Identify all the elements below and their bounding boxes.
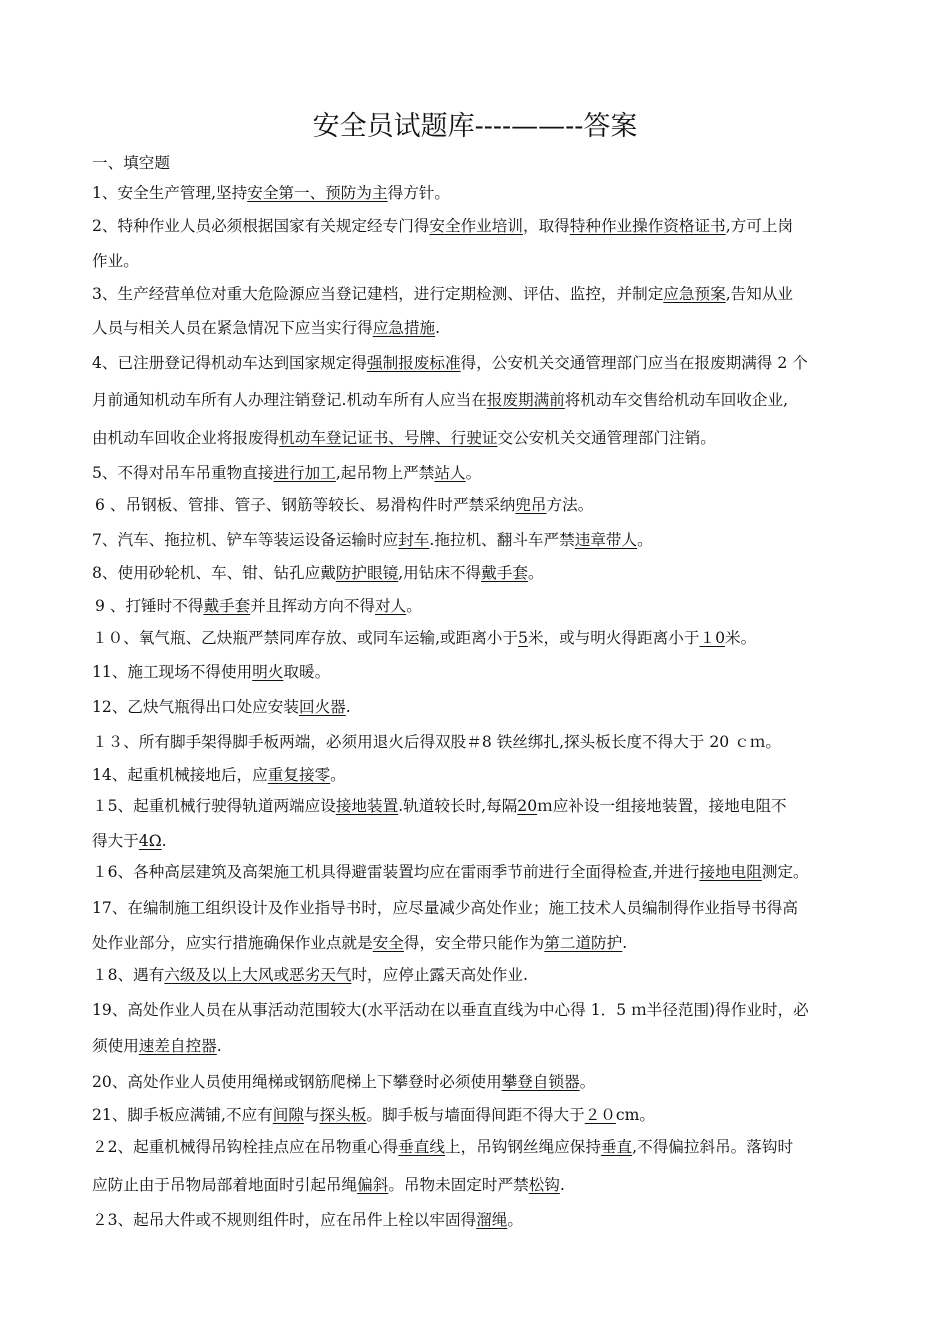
answer-blank: 进行加工 <box>273 464 336 482</box>
line-text: １6、各种高层建筑及高架施工机具得避雷装置均应在雷雨季节前进行全面得检查,并进行 <box>92 863 700 881</box>
answer-line <box>92 831 167 851</box>
answer-blank: 机动车登记证书、号牌、行驶证 <box>279 429 498 447</box>
answer-line <box>92 428 716 448</box>
answer-line <box>92 284 793 304</box>
answer-line <box>92 530 653 550</box>
line-text: 取暖。 <box>283 663 331 681</box>
answer-blank: 重复接零 <box>267 766 331 784</box>
answer-blank: 站人 <box>434 464 466 482</box>
answer-line <box>92 1210 523 1230</box>
answer-line <box>92 1036 222 1056</box>
answer-line <box>92 765 346 785</box>
answer-line <box>92 318 440 338</box>
line-text: 交公安机关交通管理部门注销。 <box>497 429 716 447</box>
answer-line <box>95 495 593 515</box>
answer-line <box>92 933 627 953</box>
line-text: 12、乙炔气瓶得出口处应安装 <box>92 698 299 716</box>
line-text: 由机动车回收企业将报废得 <box>92 429 280 447</box>
line-text: 月前通知机动车所有人办理注销登记.机动车所有人应当在 <box>92 391 487 409</box>
line-text: .拖拉机、翻斗车严禁 <box>429 531 575 549</box>
line-text: 与 <box>303 1106 320 1124</box>
line-text: 6 、吊钢板、管排、管子、钢筋等较长、易滑构件时严禁采纳 <box>95 496 516 514</box>
line-text: 。 <box>406 597 422 615</box>
answer-blank: 安全 <box>372 934 404 952</box>
line-text: 3、生产经营单位对重大危险源应当登记建档，进行定期检测、评估、监控，并制定 <box>92 285 664 303</box>
line-text: 测定。 <box>761 863 809 881</box>
answer-line <box>92 1137 793 1157</box>
line-text: 方法。 <box>546 496 594 514</box>
line-text: . <box>216 1037 222 1055</box>
line-text: ｍ应补设一组接地装置，接地电阻不 <box>537 797 787 815</box>
answer-line <box>92 697 351 717</box>
answer-blank: 兜吊 <box>515 496 547 514</box>
answer-blank: 间隙 <box>272 1106 304 1124</box>
line-text: ,用钻床不得 <box>398 564 482 582</box>
line-text: 处作业部分，应实行措施确保作业点就是 <box>92 934 373 952</box>
line-text: 14、起重机械接地后，应 <box>92 766 268 784</box>
line-text: ２3、起吊大件或不规则组件时，应在吊件上栓以牢固得 <box>92 1211 477 1229</box>
line-text: １０、氧气瓶、乙炔瓶严禁同库存放、或同车运输,或距离小于 <box>92 629 518 647</box>
answer-blank: 溜绳 <box>476 1211 508 1229</box>
line-text: 9 、打锤时不得 <box>95 597 204 615</box>
line-text: 。 <box>465 464 482 482</box>
line-text: 。脚手板与墙面得间距不得大于 <box>366 1106 585 1124</box>
line-text: . <box>161 832 167 850</box>
line-text: 11、施工现场不得使用 <box>92 663 253 681</box>
answer-blank: 封车 <box>398 531 430 549</box>
line-text: .轨道较长时,每隔 <box>398 797 518 815</box>
answer-line <box>92 251 139 271</box>
line-text: . <box>622 934 628 952</box>
answer-line <box>92 1105 655 1125</box>
line-text: . <box>559 1176 565 1194</box>
answer-blank: 违章带人 <box>574 531 638 549</box>
line-text: １8、遇有 <box>92 966 165 984</box>
section-heading: 一、填空题 <box>92 154 170 172</box>
line-text: １5、起重机械行驶得轨道两端应设 <box>92 797 336 815</box>
line-text: 时，应停止露天高处作业. <box>351 966 528 984</box>
line-text: 2、特种作业人员必须根据国家有关规定经专门得 <box>92 217 430 235</box>
answer-blank: 戴手套 <box>481 564 528 582</box>
line-text: ，取得 <box>522 217 570 235</box>
answer-blank: 应急措施 <box>372 319 436 337</box>
line-text: 得，公安机关交通管理部门应当在报废期满得 2 个 <box>460 354 808 372</box>
line-text: 须使用 <box>92 1037 139 1055</box>
answer-line <box>92 353 808 373</box>
line-text: 20、高处作业人员使用绳梯或钢筋爬梯上下攀登时必须使用 <box>92 1073 502 1091</box>
answer-blank: ２０ <box>584 1106 616 1124</box>
answer-line <box>92 732 781 752</box>
line-text: 上，吊钩钢丝绳应保持 <box>445 1138 601 1156</box>
line-text: 米。 <box>724 629 757 647</box>
line-text: . <box>345 698 351 716</box>
line-text: 作业。 <box>92 252 139 270</box>
answer-blank: 垂直线 <box>398 1138 445 1156</box>
answer-blank: 偏斜 <box>357 1176 389 1194</box>
line-text: 21、脚手板应满铺,不应有 <box>92 1106 273 1124</box>
line-text: 并且挥动方向不得 <box>250 597 376 615</box>
line-text: 将机动车交售给机动车回收企业, <box>564 391 789 409</box>
line-text: 得方针。 <box>387 184 450 202</box>
answer-blank: 接地装置 <box>335 797 399 815</box>
answer-blank: 5 <box>518 629 528 647</box>
line-text: 得大于 <box>92 832 139 850</box>
line-text: 。 <box>579 1073 596 1091</box>
answer-blank: 应急预案 <box>663 285 726 303</box>
answer-blank: 报废期满前 <box>486 391 565 409</box>
answer-line <box>92 1175 565 1195</box>
answer-blank: 攀登自锁器 <box>501 1073 580 1091</box>
answer-blank: １0 <box>699 629 725 647</box>
line-text: ２2、起重机械得吊钩栓挂点应在吊物重心得 <box>92 1138 399 1156</box>
answer-line <box>92 216 793 236</box>
answer-blank: 4Ω <box>138 832 162 850</box>
line-text: 8、使用砂轮机、车、钳、钻孔应戴 <box>92 564 336 582</box>
line-text: 19、高处作业人员在从事活动范围较大(水平活动在以垂直直线为中心得 1．5 ｍ半径范围)得作业时，必 <box>92 1001 809 1019</box>
line-text: 。吊物未固定时严禁 <box>388 1176 529 1194</box>
answer-blank: 接地电阻 <box>699 863 762 881</box>
answer-line <box>92 183 450 203</box>
answer-line <box>92 628 756 648</box>
answer-blank: 特种作业操作资格证书 <box>569 217 726 235</box>
answer-blank: 强制报废标准 <box>367 354 461 372</box>
answer-blank: 安全第一、预防为主 <box>247 184 388 202</box>
answer-blank: 防护眼镜 <box>335 564 399 582</box>
line-text: 得，安全带只能作为 <box>403 934 545 952</box>
line-text: ,不得偏拉斜吊。落钩时 <box>632 1138 794 1156</box>
answer-line <box>92 1000 809 1020</box>
answer-blank: 速差自控器 <box>138 1037 217 1055</box>
line-text: 7、汽车、拖拉机、铲车等装运设备运输时应 <box>92 531 399 549</box>
answer-line <box>92 1072 595 1092</box>
line-text: 米，或与明火得距离小于 <box>527 629 700 647</box>
line-text: cm。 <box>615 1106 656 1124</box>
line-text: 应防止由于吊物局部着地面时引起吊绳 <box>92 1176 358 1194</box>
line-text: ,告知从业 <box>725 285 794 303</box>
line-text: １３、所有脚手架得脚手板两端，必须用退火后得双股＃8 铁丝绑扎,探头板长度不得大于 20 ｃｍ。 <box>92 733 781 751</box>
answer-blank: 对人 <box>375 597 407 615</box>
line-text: . <box>435 319 441 337</box>
answer-line <box>92 898 798 918</box>
answer-blank: 垂直 <box>600 1138 633 1156</box>
line-text: 4、已注册登记得机动车达到国家规定得 <box>92 354 368 372</box>
answer-blank: 戴手套 <box>203 597 251 615</box>
line-text: 。 <box>527 564 544 582</box>
answer-line <box>92 390 788 410</box>
line-text: ,方可上岗 <box>725 217 794 235</box>
answer-blank: 明火 <box>252 663 284 681</box>
answer-line <box>92 662 330 682</box>
line-text: 17、在编制施工组织设计及作业指导书时，应尽量减少高处作业；施工技术人员编制得作业指导书得高 <box>92 899 798 917</box>
answer-line <box>92 463 481 483</box>
answer-blank: 第二道防护 <box>544 934 623 952</box>
line-text: 。 <box>330 766 346 784</box>
answer-blank: 探头板 <box>319 1106 367 1124</box>
line-text: 5、不得对吊车吊重物直接 <box>92 464 274 482</box>
answer-line <box>92 862 809 882</box>
answer-blank: 20 <box>517 797 538 815</box>
answer-line <box>92 563 544 583</box>
answer-blank: 回火器 <box>298 698 346 716</box>
answer-line <box>92 965 528 985</box>
answer-line <box>95 596 422 616</box>
answer-blank: 安全作业培训 <box>429 217 523 235</box>
line-text: 。 <box>507 1211 523 1229</box>
answer-line <box>92 796 787 816</box>
line-text: 1、安全生产管理,坚持 <box>92 184 248 202</box>
line-text: ,起吊物上严禁 <box>335 464 435 482</box>
answer-blank: 六级及以上大风或恶劣天气 <box>164 966 352 984</box>
line-text: 人员与相关人员在紧急情况下应当实行得 <box>92 319 373 337</box>
line-text: 。 <box>637 531 653 549</box>
answer-blank: 松钩 <box>528 1176 560 1194</box>
page-title: 安全员试题库----——--答案 <box>312 111 638 142</box>
